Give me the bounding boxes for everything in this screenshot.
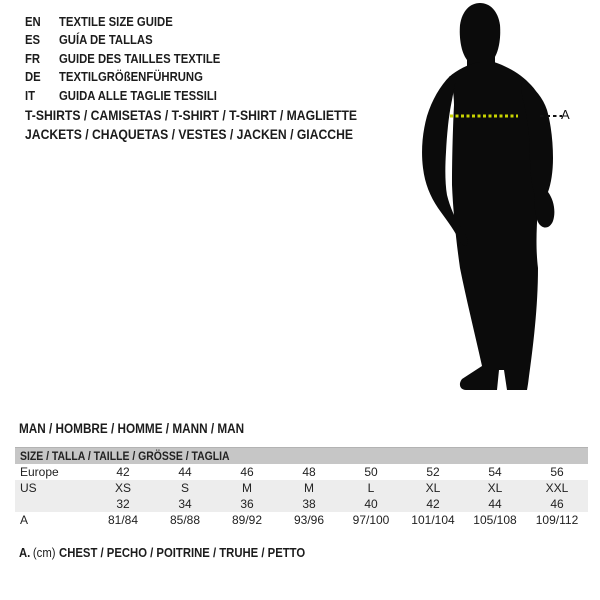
language-row (25, 68, 244, 87)
language-code: FR (25, 50, 41, 66)
size-cell: 56 (550, 465, 564, 479)
table-row-europe (15, 464, 588, 480)
size-cell: L (367, 481, 375, 495)
language-label: GUIDE DES TAILLES TEXTILE (59, 50, 221, 66)
size-cell: 48 (302, 465, 316, 479)
size-cell: XXL (545, 481, 569, 495)
size-cell: 54 (488, 465, 502, 479)
footnote-unit: (cm) (32, 545, 56, 560)
size-cell: 44 (178, 465, 192, 479)
size-cell: 93/96 (293, 513, 325, 527)
footnote-text: CHEST / PECHO / POITRINE / TRUHE / PETTO (59, 545, 306, 560)
category-tshirts: T-SHIRTS / CAMISETAS / T-SHIRT / T-SHIRT / MAGLIETTE (25, 106, 358, 123)
language-code: ES (25, 32, 41, 48)
language-code: DE (25, 69, 41, 85)
size-cell: 42 (426, 497, 440, 511)
size-cell: 44 (488, 497, 502, 511)
language-row (25, 49, 244, 68)
size-cell: M (304, 481, 314, 495)
size-cell: 109/112 (535, 513, 579, 527)
man-silhouette-figure (410, 0, 580, 400)
size-cell: 38 (302, 497, 316, 511)
language-label: TEXTILE SIZE GUIDE (59, 13, 173, 29)
section-title: MAN / HOMBRE / HOMME / MANN / MAN (19, 421, 245, 436)
category-list (25, 105, 407, 144)
footnote-prefix: A. (19, 545, 31, 560)
size-cell: 85/88 (169, 513, 201, 527)
size-cell: S (180, 481, 189, 495)
measure-label-a: A (561, 107, 570, 122)
size-cell: 101/104 (411, 513, 455, 527)
language-code: IT (25, 87, 36, 103)
row-label (15, 496, 92, 512)
language-row (25, 12, 244, 31)
size-cell: XL (487, 481, 503, 495)
table-row-us-numeric (15, 496, 588, 512)
size-cell: 81/84 (107, 513, 139, 527)
size-cell: 36 (240, 497, 254, 511)
row-label: A (20, 513, 29, 527)
size-table (15, 447, 588, 528)
measure-footnote (19, 545, 348, 560)
size-cell: 50 (364, 465, 378, 479)
table-row-us (15, 480, 588, 496)
language-row (25, 31, 244, 50)
size-cell: 52 (426, 465, 440, 479)
size-cell: 89/92 (231, 513, 263, 527)
size-cell: 46 (240, 465, 254, 479)
language-label: TEXTILGRÖßENFÜHRUNG (59, 69, 203, 85)
table-row-chest-cm (15, 512, 588, 528)
language-label: GUÍA DE TALLAS (59, 32, 153, 48)
language-row (25, 86, 244, 105)
size-cell: 42 (116, 465, 130, 479)
language-label: GUIDA ALLE TAGLIE TESSILI (59, 87, 217, 103)
size-cell: M (242, 481, 252, 495)
size-cell: 40 (364, 497, 378, 511)
row-label: Europe (20, 465, 59, 479)
language-code: EN (25, 13, 41, 29)
size-cell: 46 (550, 497, 564, 511)
row-label: US (20, 481, 37, 495)
size-cell: 105/108 (473, 513, 517, 527)
size-cell: XL (425, 481, 441, 495)
size-cell: 97/100 (352, 513, 390, 527)
size-cell: XS (114, 481, 131, 495)
category-jackets: JACKETS / CHAQUETAS / VESTES / JACKEN / GIACCHE (25, 126, 354, 143)
size-table-header: SIZE / TALLA / TAILLE / GRÖSSE / TAGLIA (15, 447, 588, 464)
language-list (25, 12, 244, 105)
size-cell: 32 (116, 497, 130, 511)
man-silhouette (410, 0, 580, 400)
size-cell: 34 (178, 497, 192, 511)
